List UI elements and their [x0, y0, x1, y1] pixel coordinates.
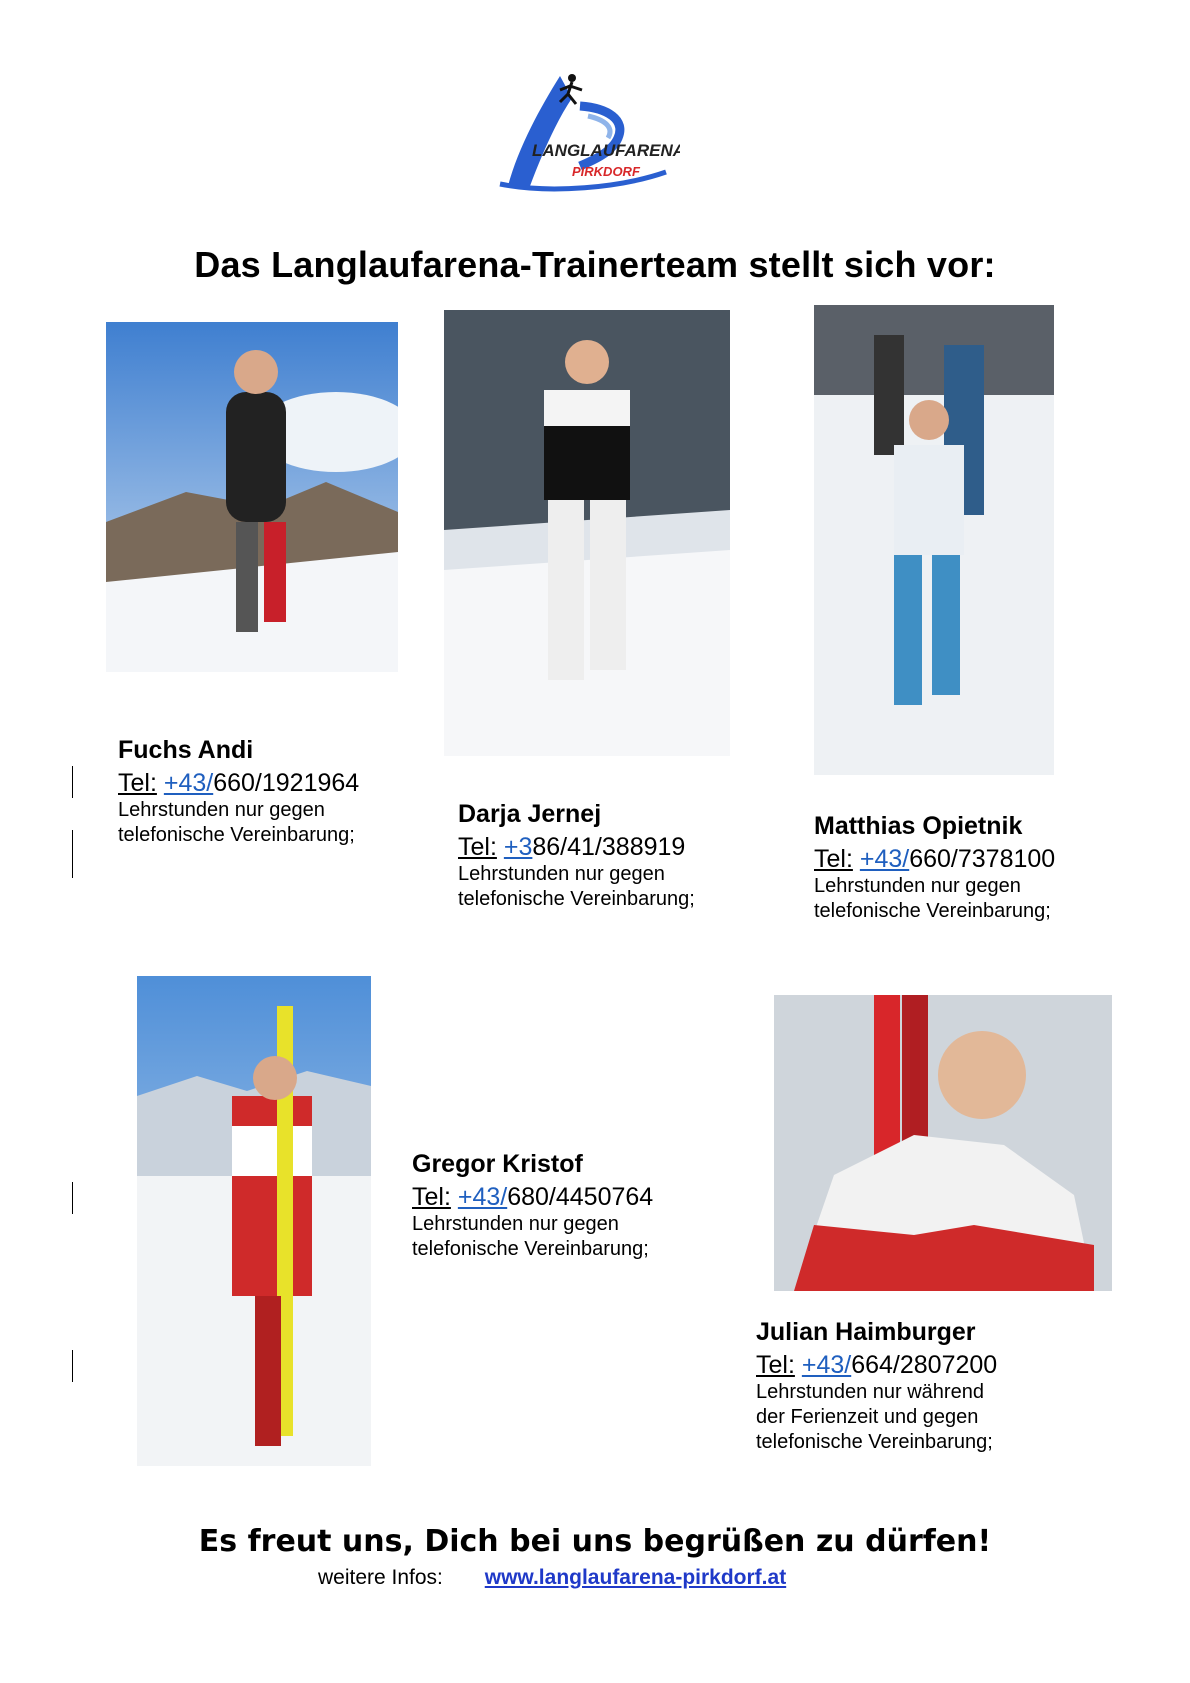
svg-text:PIRKDORF: PIRKDORF [572, 164, 640, 179]
phone-country-link[interactable]: +43/ [801, 1350, 852, 1379]
trainer-card-darja-jernej [458, 800, 695, 912]
langlaufarena-logo [490, 68, 680, 198]
phone-country-link[interactable]: +3 [503, 832, 533, 861]
website-link[interactable]: www.langlaufarena-pirkdorf.at [484, 1566, 787, 1589]
trainer-phone [756, 1351, 997, 1380]
trainer-note [412, 1212, 653, 1262]
note-line: Lehrstunden nur gegen [118, 798, 325, 821]
note-line: telefonische Vereinbarung; [756, 1430, 993, 1453]
note-line: der Ferienzeit und gegen [756, 1405, 979, 1428]
trainer-name: Matthias Opietnik [814, 812, 1023, 840]
trainer-name: Gregor Kristof [412, 1150, 583, 1178]
note-line: telefonische Vereinbarung; [814, 899, 1051, 922]
trainer-note [756, 1380, 997, 1455]
skier-photo-icon [444, 310, 730, 756]
tel-label: Tel: [756, 1350, 795, 1379]
trainer-card-fuchs-andi [118, 736, 359, 848]
phone-number: 664/2807200 [851, 1350, 998, 1379]
photo-matthias-opietnik [814, 305, 1054, 775]
phone-number: 660/7378100 [909, 844, 1056, 873]
note-line: telefonische Vereinbarung; [458, 887, 695, 910]
note-line: telefonische Vereinbarung; [118, 823, 355, 846]
skier-photo-icon [137, 976, 371, 1466]
photo-julian-haimburger [774, 995, 1112, 1291]
trainer-card-matthias-opietnik [814, 812, 1055, 924]
photo-fuchs-andi [106, 322, 398, 672]
phone-number: 86/41/388919 [532, 832, 686, 861]
skier-photo-icon [814, 305, 1054, 775]
tel-label: Tel: [458, 832, 497, 861]
note-line: Lehrstunden nur gegen [412, 1212, 619, 1235]
trainer-phone [412, 1183, 653, 1212]
trainer-card-gregor-kristof [412, 1150, 653, 1262]
page-title: Das Langlaufarena-Trainerteam stellt sich vor: [194, 244, 996, 285]
trainer-phone [458, 833, 695, 862]
margin-bar [72, 766, 73, 798]
photo-gregor-kristof [137, 976, 371, 1466]
phone-country-link[interactable]: +43/ [457, 1182, 508, 1211]
phone-number: 660/1921964 [213, 768, 360, 797]
note-line: telefonische Vereinbarung; [412, 1237, 649, 1260]
langlaufarena-pirkdorf-logo-icon [490, 68, 680, 198]
footer-title: Es freut uns, Dich bei uns begrüßen zu dürfen! [198, 1524, 992, 1559]
trainer-note [814, 874, 1055, 924]
trainer-name: Fuchs Andi [118, 736, 254, 764]
photo-darja-jernej [444, 310, 730, 756]
trainer-name: Darja Jernej [458, 800, 602, 828]
svg-text:LANGLAUFARENA: LANGLAUFARENA [532, 141, 680, 160]
tel-label: Tel: [412, 1182, 451, 1211]
margin-bar [72, 1182, 73, 1214]
trainer-note [458, 862, 695, 912]
phone-country-link[interactable]: +43/ [163, 768, 214, 797]
phone-number: 680/4450764 [507, 1182, 654, 1211]
trainer-card-julian-haimburger [756, 1318, 997, 1455]
trainer-phone [118, 769, 359, 798]
note-line: Lehrstunden nur gegen [458, 862, 665, 885]
margin-bar [72, 1350, 73, 1382]
phone-country-link[interactable]: +43/ [859, 844, 910, 873]
note-line: Lehrstunden nur während [756, 1380, 984, 1403]
note-line: Lehrstunden nur gegen [814, 874, 1021, 897]
skier-photo-icon [106, 322, 398, 672]
trainer-name: Julian Haimburger [756, 1318, 976, 1346]
footer-info [318, 1566, 786, 1590]
trainer-phone [814, 845, 1055, 874]
trainer-note [118, 798, 359, 848]
portrait-photo-icon [774, 995, 1112, 1291]
tel-label: Tel: [118, 768, 157, 797]
margin-bar [72, 830, 73, 878]
info-label: weitere Infos: [318, 1566, 443, 1589]
tel-label: Tel: [814, 844, 853, 873]
